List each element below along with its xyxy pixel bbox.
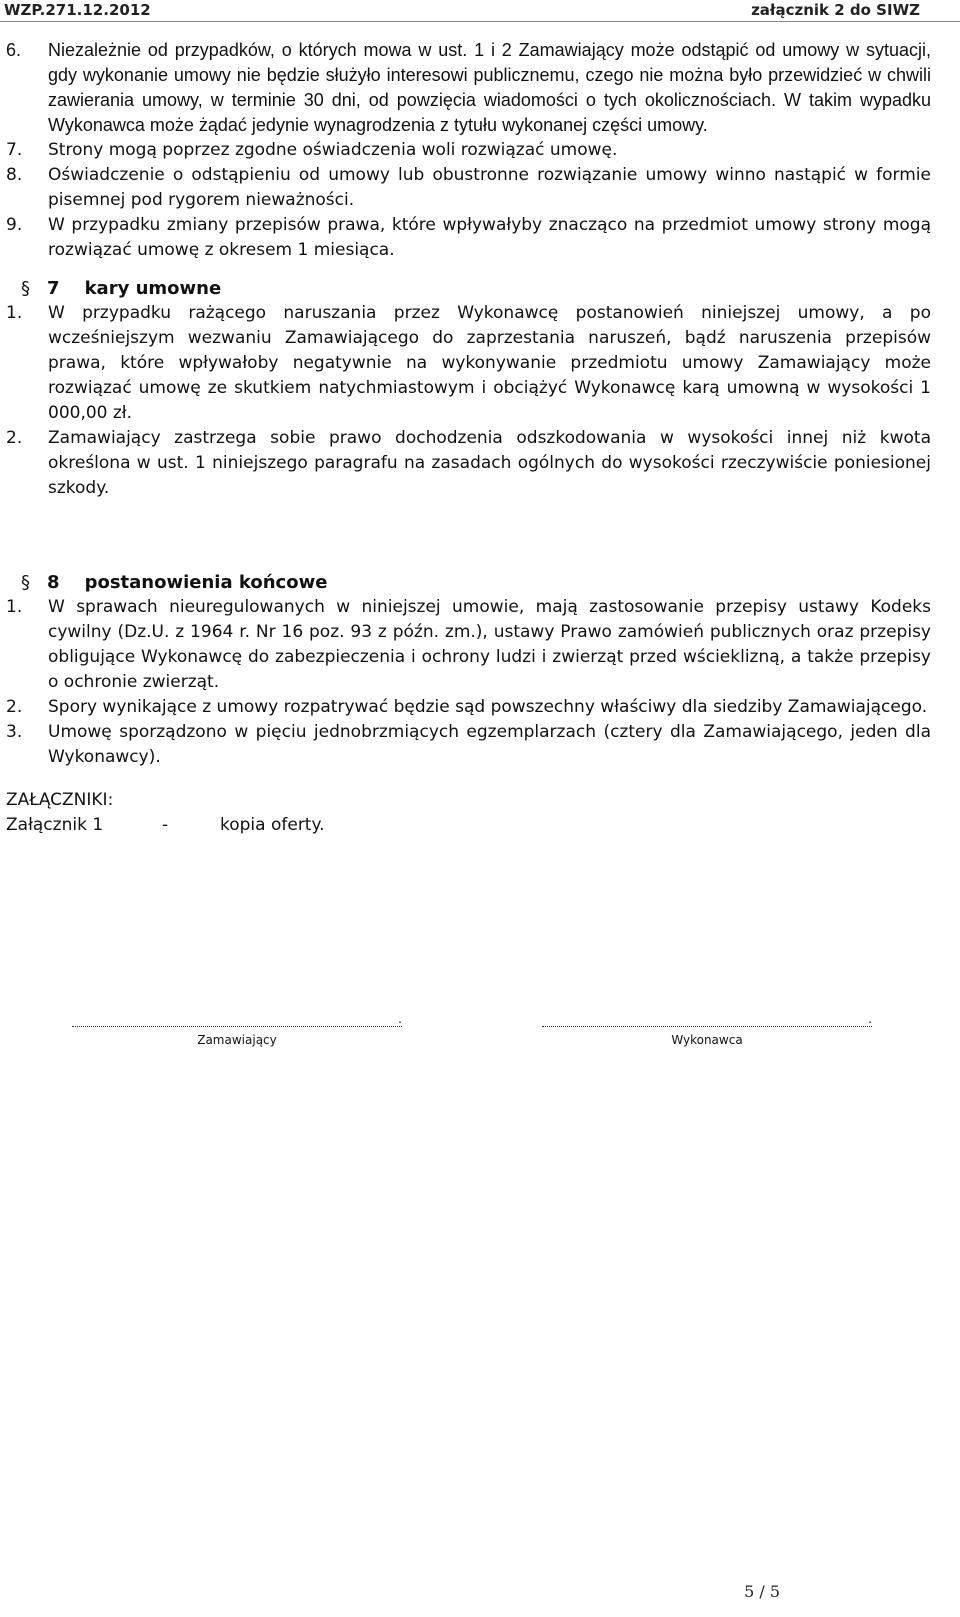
paragraph-symbol: § [21, 572, 30, 593]
signature-label: Zamawiający [197, 1033, 277, 1047]
annex-label: załącznik 2 do SIWZ [751, 1, 920, 19]
section-title: 7 kary umowne [47, 278, 222, 299]
item-number: 6. [6, 40, 22, 60]
signature-line [72, 1012, 402, 1027]
item-number: 2. [6, 428, 23, 448]
item-text: Oświadczenie o odstąpieniu od umowy lub obustronne rozwiązanie umowy winno nastąpić w formie pisemnej pod rygorem nieważności. [48, 165, 931, 210]
document-body [6, 38, 931, 838]
item-text: W sprawach nieuregulowanych w niniejszej umowie, mają zastosowanie przepisy ustawy Kodeks cywilny (Dz.U. z 1964 r. Nr 16 poz. 93 z późn. zm.), ustawy Prawo zamówień publicznych oraz przepisy obligujące Wykonawcę do zabezpieczenia i ochrony ludzi i zwierząt przed wścieklizną, a także przepisy o ochronie zwierząt. [48, 597, 931, 692]
attachment-row [6, 813, 931, 838]
item-number: 3. [6, 722, 23, 742]
item-text: Strony mogą poprzez zgodne oświadczenia woli rozwiązać umowę. [48, 140, 618, 160]
list-item [6, 213, 931, 263]
attachment-label: Załącznik 1 [6, 815, 104, 835]
page-header [0, 0, 960, 22]
section-heading-8 [6, 571, 931, 595]
list-item [6, 301, 931, 426]
document-reference: WZP.271.12.2012 [4, 1, 151, 19]
item-number: 1. [6, 597, 23, 617]
item-text: Zamawiający zastrzega sobie prawo dochodzenia odszkodowania w wysokości innej niż kwota określona w ust. 1 niniejszego paragrafu na zasadach ogólnych do wysokości rzeczywiście poniesionej szkody. [48, 428, 931, 498]
item-number: 9. [6, 215, 23, 235]
section-heading-7 [6, 277, 931, 301]
list-item [6, 695, 931, 720]
item-number: 7. [6, 140, 23, 160]
list-item [6, 426, 931, 501]
signature-wykonawca [542, 1012, 872, 1047]
list-item [6, 595, 931, 695]
attachments-title: ZAŁĄCZNIKI: [6, 790, 114, 810]
section-title: 8 postanowienia końcowe [47, 572, 328, 593]
signature-dot: . [868, 1012, 872, 1026]
page-number: 5 / 5 [744, 1582, 780, 1601]
list-item [6, 138, 931, 163]
attachment-dash: - [162, 815, 169, 835]
signature-dot: . [398, 1012, 402, 1026]
signature-line [542, 1012, 872, 1027]
paragraph-symbol: § [21, 278, 30, 299]
item-number: 8. [6, 165, 23, 185]
signature-label: Wykonawca [671, 1033, 743, 1047]
attachment-description: kopia oferty. [220, 815, 325, 835]
item-text: W przypadku rażącego naruszania przez Wykonawcę postanowień niniejszej umowy, a po wcześniejszym wezwaniu Zamawiającego do zaprzestania naruszeń, bądź naruszenia przepisów prawa, które wpływałoby negatywnie na wykonywanie przedmiotu umowy Zamawiający może rozwiązać umowę ze skutkiem natychmiastowym i obciążyć Wykonawcę karą umowną w wysokości 1 000,00 zł. [48, 303, 931, 423]
item-text: Spory wynikające z umowy rozpatrywać będzie sąd powszechny właściwy dla siedziby Zamawiającego. [48, 697, 928, 717]
list-item [6, 163, 931, 213]
item-text: Niezależnie od przypadków, o których mowa w ust. 1 i 2 Zamawiający może odstąpić od umowy w sytuacji, gdy wykonanie umowy nie będzie służyło interesowi publicznemu, czego nie można było przewidzieć w chwili zawierania umowy, w terminie 30 dni, od powzięcia wiadomości o tych okolicznościach. W takim wypadku Wykonawca może żądać jedynie wynagrodzenia z tytułu wykonanej części umowy. [48, 40, 931, 135]
item-number: 2. [6, 697, 23, 717]
item-text: Umowę sporządzono w pięciu jednobrzmiących egzemplarzach (cztery dla Zamawiającego, jeden dla Wykonawcy). [48, 722, 931, 767]
list-item [6, 720, 931, 770]
list-item [6, 38, 931, 138]
item-text: W przypadku zmiany przepisów prawa, które wpływałyby znacząco na przedmiot umowy strony mogą rozwiązać umowę z okresem 1 miesiąca. [48, 215, 931, 260]
item-number: 1. [6, 303, 23, 323]
signature-zamawiajacy [72, 1012, 402, 1047]
